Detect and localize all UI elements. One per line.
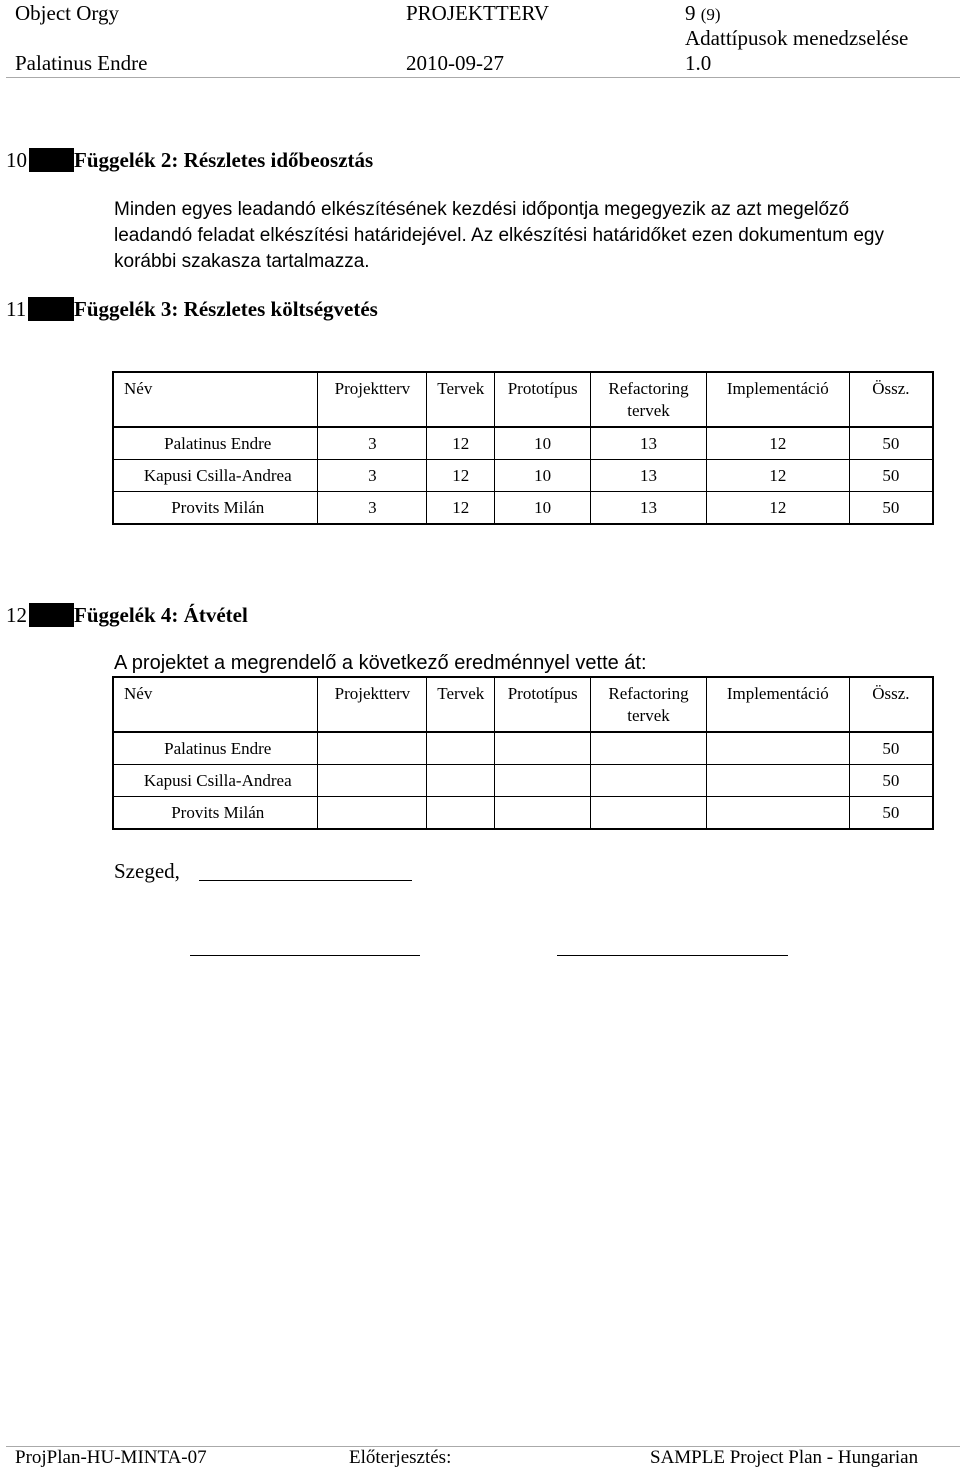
acceptance-table (112, 676, 934, 830)
cell-value: 12 (427, 427, 495, 460)
table-header-row (113, 677, 933, 732)
cell-name: Palatinus Endre (113, 732, 318, 765)
footer-label: Előterjesztés: (349, 1447, 452, 1468)
section-10-paragraph (114, 197, 884, 275)
document-date: 2010-09-27 (406, 51, 504, 75)
column-header: Projektterv (318, 677, 427, 732)
cell-value: 12 (706, 460, 849, 492)
paragraph-line: Minden egyes leadandó elkészítésének kezdési időpontja megegyezik az azt megelőző (114, 199, 850, 220)
page-total: (9) (700, 5, 721, 24)
document-title: PROJEKTTERV (406, 1, 549, 25)
table-row (113, 765, 933, 797)
cell-value (591, 797, 707, 830)
cell-value (427, 797, 495, 830)
date-line (199, 880, 412, 881)
cell-name: Provits Milán (113, 492, 318, 525)
page-current: 9 (685, 1, 696, 25)
cell-value: 3 (318, 460, 427, 492)
column-header: Név (113, 677, 318, 732)
column-header: Tervek (427, 677, 495, 732)
cell-name: Provits Milán (113, 797, 318, 830)
table-row (113, 797, 933, 830)
section-number-12: 12 (4, 603, 74, 627)
footer-template: SAMPLE Project Plan - Hungarian (650, 1447, 919, 1468)
paragraph-line: leadandó feladat elkészítési határidejével. Az elkészítési határidőket ezen dokumentum egy (114, 225, 884, 246)
header-rule (6, 77, 960, 78)
column-header: Név (113, 372, 318, 427)
column-header: Refactoring tervek (591, 677, 707, 732)
column-header: Projektterv (318, 372, 427, 427)
column-header: Implementáció (706, 677, 849, 732)
table-row (113, 732, 933, 765)
cell-value: 10 (495, 460, 591, 492)
cell-value: 3 (318, 427, 427, 460)
section-title-11: Függelék 3: Részletes költségvetés (74, 297, 378, 321)
section-title-12: Függelék 4: Átvétel (74, 603, 248, 627)
column-header: Össz. (849, 372, 933, 427)
cell-value (318, 765, 427, 797)
column-header: Implementáció (706, 372, 849, 427)
document-subtitle: Adattípusok menedzselése (685, 26, 909, 50)
section-number-11: 11 (4, 297, 74, 321)
signature-line-left (190, 955, 420, 956)
place-label: Szeged, (114, 859, 180, 883)
cell-name: Kapusi Csilla-Andrea (113, 765, 318, 797)
cell-value (427, 765, 495, 797)
cell-value: 3 (318, 492, 427, 525)
section-12-intro: A projektet a megrendelő a következő eredménnyel vette át: (114, 652, 647, 674)
column-header: Prototípus (495, 372, 591, 427)
budget-table (112, 371, 934, 525)
cell-value (706, 765, 849, 797)
table-header-row (113, 372, 933, 427)
cell-value (706, 732, 849, 765)
column-header: Tervek (427, 372, 495, 427)
cell-total: 50 (849, 460, 933, 492)
table-row (113, 427, 933, 460)
cell-value (495, 732, 591, 765)
cell-name: Palatinus Endre (113, 427, 318, 460)
column-header: Prototípus (495, 677, 591, 732)
table-row (113, 492, 933, 525)
cell-value (427, 732, 495, 765)
column-header: Össz. (849, 677, 933, 732)
signature-line-right (557, 955, 788, 956)
cell-total: 50 (849, 427, 933, 460)
cell-value: 10 (495, 427, 591, 460)
footer-document-id: ProjPlan-HU-MINTA-07 (15, 1447, 207, 1468)
cell-value: 13 (591, 460, 707, 492)
company-name: Object Orgy (15, 1, 120, 25)
cell-total: 50 (849, 797, 933, 830)
author-name: Palatinus Endre (15, 51, 148, 75)
paragraph-line: korábbi szakasza tartalmazza. (114, 251, 370, 272)
cell-value (706, 797, 849, 830)
cell-total: 50 (849, 765, 933, 797)
cell-value: 12 (427, 460, 495, 492)
cell-value (591, 732, 707, 765)
document-version: 1.0 (685, 51, 712, 75)
cell-value (495, 797, 591, 830)
table-row (113, 460, 933, 492)
cell-value: 12 (427, 492, 495, 525)
page-number (685, 1, 721, 27)
cell-value (591, 765, 707, 797)
cell-value (318, 732, 427, 765)
cell-value: 12 (706, 492, 849, 525)
cell-total: 50 (849, 492, 933, 525)
cell-name: Kapusi Csilla-Andrea (113, 460, 318, 492)
cell-value: 13 (591, 492, 707, 525)
cell-value: 12 (706, 427, 849, 460)
cell-value: 13 (591, 427, 707, 460)
cell-value: 10 (495, 492, 591, 525)
cell-value (495, 765, 591, 797)
cell-total: 50 (849, 732, 933, 765)
section-number-10: 10 (4, 148, 74, 172)
section-title-10: Függelék 2: Részletes időbeosztás (74, 148, 374, 172)
column-header: Refactoring tervek (591, 372, 707, 427)
cell-value (318, 797, 427, 830)
